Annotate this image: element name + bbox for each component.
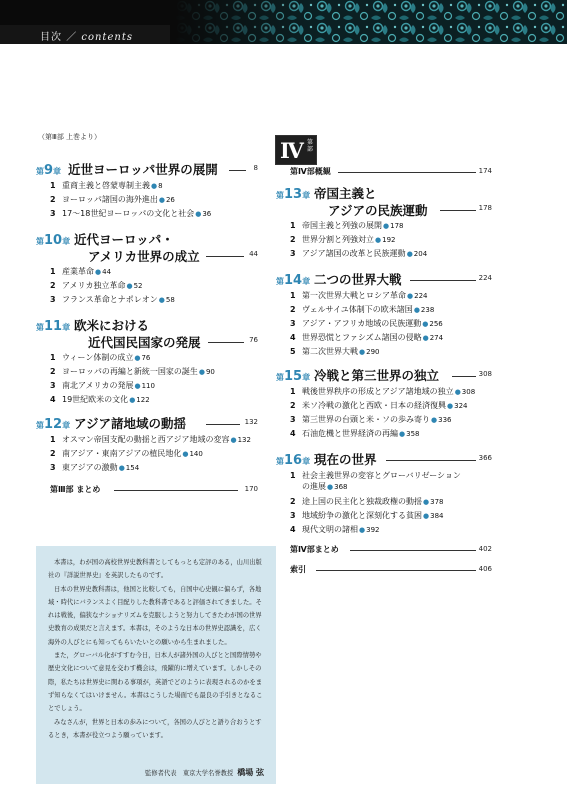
chapter-title-line2[interactable]: アメリカ世界の成立 [88,249,200,264]
list-item[interactable]: 4 現代文明の諸相●392 [290,525,380,534]
preface-signature [145,767,264,778]
chapter-number: 第10章 [36,233,71,248]
chapter-16 [276,450,492,534]
preface-paragraph: また，グローバル化がすすむ今日，日本人が諸外国の人びとと国際情勢や歴史文化について意見を交わす機会は，飛躍的に増えています。しかしその際，私たちは世界史に関わる事項が，英語でどのように表現されるのかをまず知らなくてはいけません。本書はこうした場面でも最良の手引きとなることでしょう。 [48,652,263,713]
chapter-9 [36,160,258,218]
preface-paragraph: 本書は，わが国の高校世界史教科書としてもっとも定評のある，山川出版社の『詳説世界史』を英訳したものです。 [48,559,262,580]
section-list [50,352,215,408]
chapter-12 [36,414,258,472]
bullet-dot-icon: ● [198,368,205,376]
list-item[interactable]: 4 石油危機と世界経済の再編●358 [290,429,420,438]
section-list [50,434,251,476]
leader-line [338,172,476,173]
chapter-title[interactable]: 帝国主義と [314,186,377,201]
leader-line [206,424,240,425]
bullet-dot-icon: ● [422,320,429,328]
list-item[interactable]: 3 南北アメリカの発展●110 [50,381,155,390]
page-title-ja: 目次 [40,32,62,43]
page-title-en: contents [81,32,133,43]
chapter-title[interactable]: アジア諸地域の動揺 [74,416,187,431]
part3-summary-row[interactable] [50,484,258,496]
section-list [50,180,211,222]
page-title [40,28,133,43]
chapter-page: 366 [478,454,492,462]
chapter-number: 第11章 [36,319,71,334]
chapter-title[interactable]: 近世ヨーロッパ世界の展開 [68,162,218,177]
preface-paragraph: みなさんが，世界と日本の歩みについて，各国の人びとと語り合おうとするとき，本書が役立つよう願っています。 [48,718,262,739]
list-item[interactable]: 2 ヨーロッパ諸国の海外進出●26 [50,195,175,204]
part4-badge-label: 第部 [307,139,314,153]
bullet-dot-icon: ● [423,498,430,506]
leader-line [440,210,476,211]
bullet-dot-icon: ● [134,382,141,390]
list-item[interactable]: 3 地域紛争の激化と深刻化する貧困●384 [290,511,444,520]
leader-line [114,490,238,491]
signature-name: 橋場 弦 [237,767,264,777]
chapter-page: 308 [478,370,492,378]
list-item[interactable]: 2 ヨーロッパの再編と新統一国家の誕生●90 [50,367,215,376]
list-item[interactable]: 2 途上国の民主化と独裁政権の動揺●378 [290,497,444,506]
chapter-title[interactable]: 二つの世界大戦 [314,272,402,287]
chapter-page: 178 [478,204,492,212]
list-item[interactable]: 1 第一次世界大戦とロシア革命●224 [290,291,428,300]
leader-line [316,570,476,571]
chapter-number: 第12章 [36,417,71,432]
leader-line [208,342,244,343]
list-item[interactable]: 1 重商主義と啓蒙専制主義●8 [50,181,163,190]
chapter-title-line2[interactable]: 近代国民国家の発展 [88,335,201,350]
bullet-dot-icon: ● [195,210,202,218]
section-list [290,386,475,442]
bullet-dot-icon: ● [230,436,237,444]
bullet-dot-icon: ● [158,296,165,304]
list-item[interactable]: 1 産業革命●44 [50,267,112,276]
bullet-dot-icon: ● [383,222,390,230]
part3-summary-page: 170 [244,485,258,493]
index-page: 406 [478,565,492,573]
list-item[interactable]: 1 ウィーン体制の成立●76 [50,353,151,362]
bullet-dot-icon: ● [158,196,165,204]
chapter-number: 第9章 [36,163,62,178]
part4-summary: 第Ⅳ部まとめ [290,545,339,554]
chapter-title[interactable]: 現在の世界 [314,452,377,467]
list-item[interactable]: 3 東アジアの激動●154 [50,463,140,472]
chapter-title-line2[interactable]: アジアの民族運動 [328,203,428,218]
list-item[interactable]: 3 アジア諸国の改革と民族運動●204 [290,249,428,258]
leader-line [386,460,476,461]
list-item[interactable]: 1 帝国主義と列強の展開●178 [290,221,404,230]
part4-roman: Ⅳ [280,138,304,163]
section-list [290,220,427,262]
chapter-11 [36,316,258,404]
part4-overview-row[interactable] [290,166,492,178]
list-item[interactable]: 1 戦後世界秩序の形成とアジア諸地域の独立●308 [290,387,476,396]
floral-pattern-icon [175,0,567,44]
part4-overview: 第Ⅳ部概観 [290,167,331,176]
chapter-14 [276,270,492,356]
bullet-dot-icon: ● [454,388,461,396]
title-separator: ／ [66,32,78,43]
list-item[interactable]: 3 アジア・アフリカ地域の民族運動●256 [290,319,443,328]
signature-role: 監修者代表 東京大学名誉教授 [145,770,234,777]
bullet-dot-icon: ● [151,182,158,190]
part4-summary-row[interactable] [290,544,492,556]
chapter-13 [276,184,492,258]
bullet-dot-icon: ● [134,354,141,362]
bullet-dot-icon: ● [359,526,366,534]
chapter-15 [276,366,492,438]
section-list [290,470,461,538]
list-item[interactable]: 3 フランス革命とナポレオン●58 [50,295,175,304]
chapter-number: 第15章 [276,369,311,384]
index-row[interactable] [290,564,492,576]
part4-summary-page: 402 [478,545,492,553]
chapter-page: 8 [253,164,258,172]
section-list [50,266,175,308]
bullet-dot-icon: ● [129,396,136,404]
list-item[interactable]: 5 第二次世界大戦●290 [290,347,380,356]
list-item[interactable]: 3 第三世界の台頭と米・ソの歩み寄り●336 [290,415,452,424]
chapter-title[interactable]: 冷戦と第三世界の独立 [314,368,440,383]
chapter-title[interactable]: 近代ヨーロッパ・ [74,232,174,247]
chapter-number: 第16章 [276,453,311,468]
bullet-dot-icon: ● [359,348,366,356]
chapter-page: 132 [244,418,258,426]
list-item[interactable]: 1 オスマン帝国支配の動揺と西アジア地域の変容●132 [50,435,251,444]
bullet-dot-icon: ● [95,268,102,276]
index-label: 索引 [290,565,306,574]
bullet-dot-icon: ● [118,464,125,472]
list-item[interactable]: 2 ヴェルサイユ体制下の欧米諸国●238 [290,305,435,314]
part3-summary: 第Ⅲ部 まとめ [50,485,101,494]
list-item[interactable]: 4 世界恐慌とファシズム諸国の侵略●274 [290,333,444,342]
bullet-dot-icon: ● [375,236,382,244]
bullet-dot-icon: ● [431,416,438,424]
bullet-dot-icon: ● [407,292,414,300]
chapter-page: 224 [478,274,492,282]
bullet-dot-icon: ● [423,512,430,520]
bullet-dot-icon: ● [126,282,133,290]
list-item[interactable]: 2 南アジア・東南アジアの植民地化●140 [50,449,203,458]
part4-badge [275,135,317,165]
list-item[interactable]: 3 17～18世紀ヨーロッパの文化と社会●36 [50,209,212,218]
preface-paragraph: 日本の世界史教科書は，他国と比較しても，自国中心史観に偏らず，各地域・時代にバランスよく目配りした教科書であると評価されてきました。それは戦後，偏狭なナショナリズムを克服しようと努力してきたわが国の世界史教育の成果だと言えます。本書は，そのような日本の世界史認識を，広く海外の人びとにも知ってもらいたいとの願いから生まれました。 [48,585,262,646]
leader-line [206,256,244,257]
bullet-dot-icon: ● [399,430,406,438]
list-item[interactable]: 4 19世紀欧米の文化●122 [50,395,150,404]
list-item[interactable]: 1 社会主義世界の変容とグローバリゼーション の進展●368 [290,471,461,491]
leader-line [410,280,476,281]
bullet-dot-icon: ● [406,250,413,258]
chapter-number: 第14章 [276,273,311,288]
leader-line [350,550,476,551]
leader-line [452,376,476,377]
bullet-dot-icon: ● [327,483,334,491]
leader-line [229,170,246,171]
bullet-dot-icon: ● [182,450,189,458]
bullet-dot-icon: ● [422,334,429,342]
bullet-dot-icon: ● [413,306,420,314]
chapter-page: 76 [249,336,258,344]
list-item[interactable]: 2 アメリカ独立革命●52 [50,281,143,290]
chapter-10 [36,230,258,304]
chapter-title[interactable]: 欧米における [74,318,150,333]
part3-note: （第Ⅲ部 上巻より） [38,133,102,141]
chapter-number: 第13章 [276,187,311,202]
section-list [290,290,443,360]
bullet-dot-icon: ● [447,402,454,410]
list-item[interactable]: 2 米ソ冷戦の激化と西欧・日本の経済復興●324 [290,401,468,410]
preface-box [36,546,276,784]
part4-overview-page: 174 [478,167,492,175]
list-item[interactable]: 2 世界分割と列強対立●192 [290,235,396,244]
chapter-page: 44 [249,250,258,258]
